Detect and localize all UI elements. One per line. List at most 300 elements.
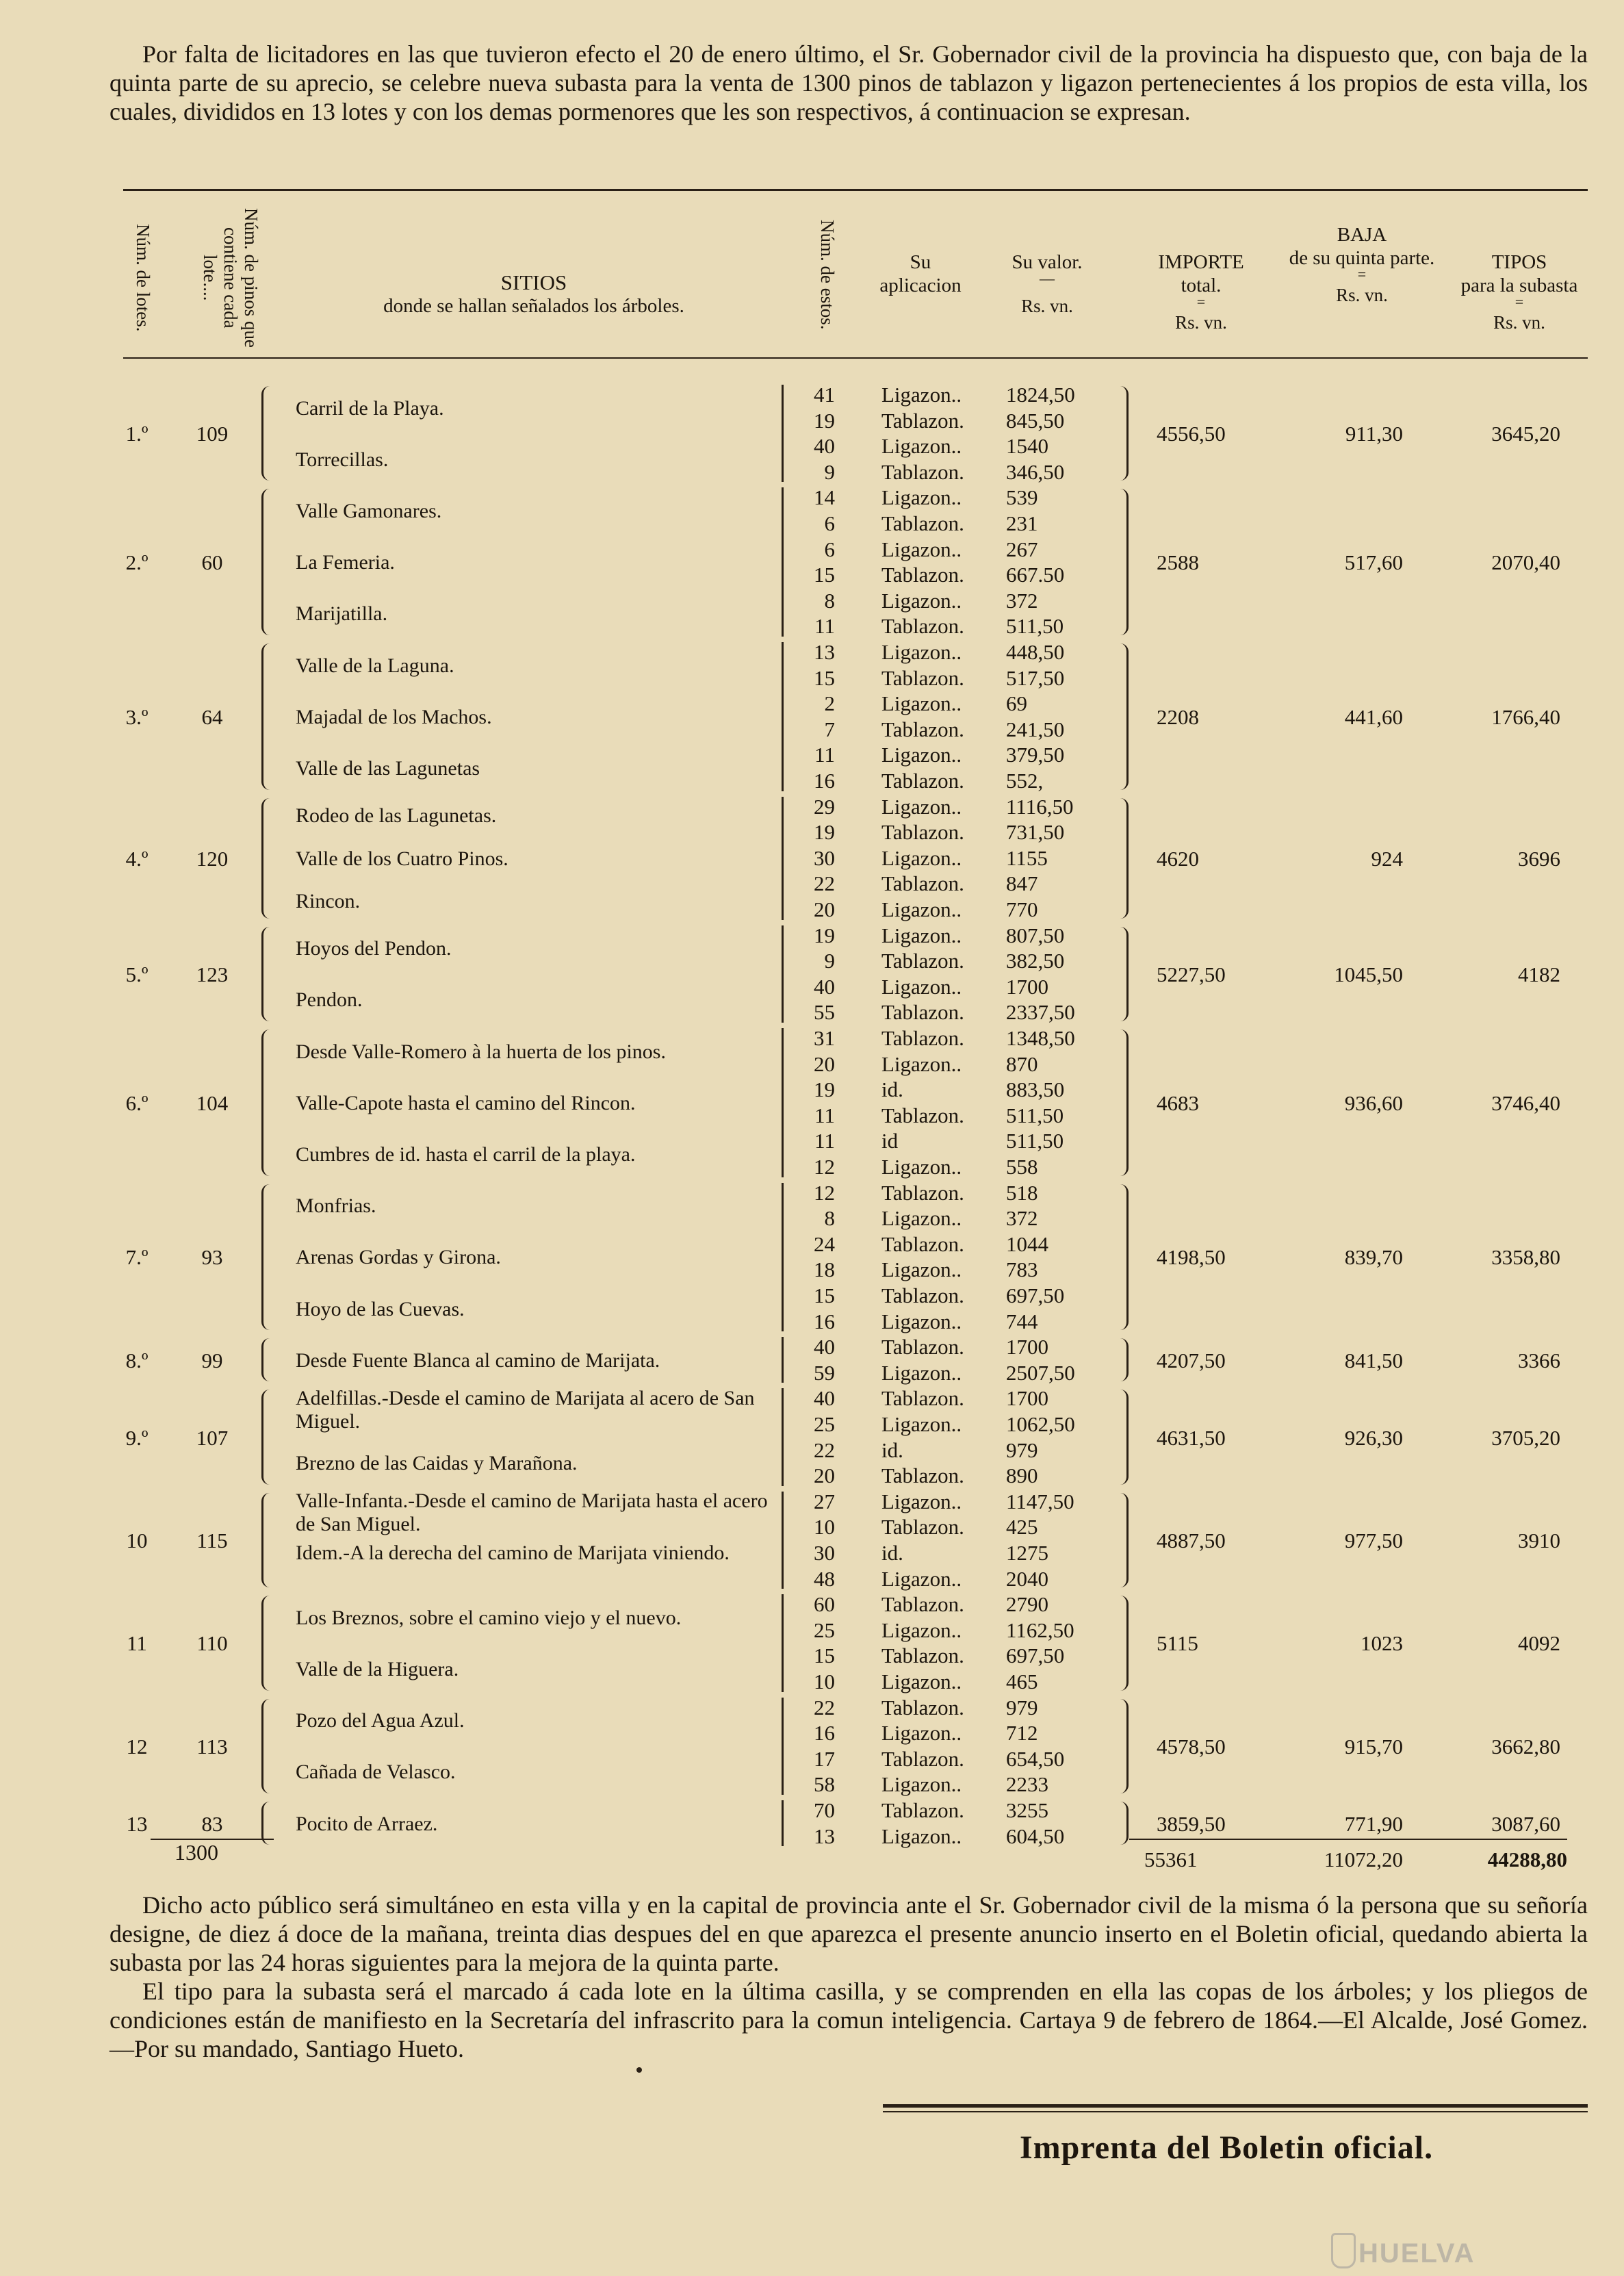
item-application: Tablazon. xyxy=(881,1103,964,1127)
header-tipos-title: TIPOS xyxy=(1491,251,1547,273)
item-count: 58 xyxy=(814,1772,835,1797)
item-value: 1147,50 xyxy=(1006,1489,1074,1513)
item-count: 19 xyxy=(814,820,835,845)
column-separator xyxy=(782,1028,784,1177)
item-count: 10 xyxy=(814,1669,835,1693)
lot-pine-count: 93 xyxy=(201,1245,223,1270)
lot-tipo: 2070,40 xyxy=(1491,550,1560,575)
item-count: 15 xyxy=(814,665,835,690)
item-count: 19 xyxy=(814,1077,835,1102)
footer-rule-thin xyxy=(883,2111,1588,2112)
item-count: 41 xyxy=(814,383,835,407)
lot-tipo: 3705,20 xyxy=(1491,1425,1560,1450)
item-count: 40 xyxy=(814,974,835,999)
lot-importe: 4620 xyxy=(1157,846,1199,871)
item-value: 2337,50 xyxy=(1006,1000,1075,1025)
item-value: 2040 xyxy=(1006,1566,1048,1591)
item-count: 14 xyxy=(814,485,835,510)
item-count: 70 xyxy=(814,1798,835,1822)
item-count: 30 xyxy=(814,1540,835,1565)
lot-tipo: 1766,40 xyxy=(1491,704,1560,729)
item-count: 16 xyxy=(814,769,835,793)
header-tipos-units: Rs. vn. xyxy=(1493,312,1545,333)
item-value: 2507,50 xyxy=(1006,1360,1075,1385)
lot-tipo: 3662,80 xyxy=(1491,1734,1560,1759)
header-importe: IMPORTE total. = Rs. vn. xyxy=(1136,251,1266,334)
item-application: Ligazon.. xyxy=(881,845,962,870)
item-value: 425 xyxy=(1006,1515,1038,1539)
sitio-name: Torrecillas. xyxy=(296,448,389,471)
lot-pine-count: 99 xyxy=(201,1348,223,1372)
lot-pine-count: 109 xyxy=(196,422,229,446)
sitio-name: Valle de las Lagunetas xyxy=(296,757,480,780)
imprint-title: Imprenta del Boletin oficial. xyxy=(1020,2130,1434,2166)
item-count: 20 xyxy=(814,897,835,921)
lot-importe: 5115 xyxy=(1157,1631,1198,1656)
lot-importe: 2588 xyxy=(1157,550,1199,575)
sitio-name: Los Breznos, sobre el camino viejo y el nuevo. xyxy=(296,1606,682,1629)
item-value: 1162,50 xyxy=(1006,1618,1074,1642)
item-count: 6 xyxy=(824,511,835,535)
item-count: 40 xyxy=(814,1335,835,1359)
lot-number: 10 xyxy=(126,1528,148,1552)
item-value: 511,50 xyxy=(1006,614,1064,639)
sitio-name: Carril de la Playa. xyxy=(296,396,444,420)
values-brace xyxy=(1116,643,1129,790)
item-application: Ligazon.. xyxy=(881,1360,962,1385)
lot-row xyxy=(0,1798,1624,1849)
lot-tipo: 3746,40 xyxy=(1491,1090,1560,1115)
header-estos: Núm. de estos. xyxy=(817,219,838,330)
lot-number: 11 xyxy=(127,1631,147,1656)
lot-importe: 5227,50 xyxy=(1157,962,1226,986)
table-header-rule xyxy=(123,357,1588,359)
column-separator xyxy=(782,1183,784,1332)
item-application: Tablazon. xyxy=(881,614,964,639)
values-brace xyxy=(1116,798,1129,919)
sitio-name: Rodeo de las Lagunetas. xyxy=(296,804,497,827)
lot-importe: 4578,50 xyxy=(1157,1734,1226,1759)
item-count: 15 xyxy=(814,1283,835,1307)
item-application: Ligazon.. xyxy=(881,1618,962,1642)
sitio-name: Valle-Infanta.-Desde el camino de Marijata hasta el acero de San Miguel. xyxy=(296,1489,768,1536)
item-application: Ligazon.. xyxy=(881,1566,962,1591)
lot-number: 7.º xyxy=(125,1245,149,1270)
item-value: 517,50 xyxy=(1006,665,1065,690)
sitio-name: La Femeria. xyxy=(296,551,395,574)
lot-baja: 936,60 xyxy=(1344,1090,1403,1115)
item-application: Tablazon. xyxy=(881,1026,964,1050)
total-baja: 11072,20 xyxy=(1324,1847,1403,1871)
lot-baja: 1045,50 xyxy=(1334,962,1403,986)
sitios-brace xyxy=(261,1184,274,1331)
item-count: 60 xyxy=(814,1592,835,1617)
item-count: 48 xyxy=(814,1566,835,1591)
header-sitios-sub: donde se hallan señalados los árboles. xyxy=(383,295,684,317)
item-value: 1700 xyxy=(1006,1335,1048,1359)
values-brace xyxy=(1116,386,1129,481)
item-count: 25 xyxy=(814,1618,835,1642)
lot-baja: 911,30 xyxy=(1345,422,1403,446)
lot-importe: 4631,50 xyxy=(1157,1425,1226,1450)
item-value: 1275 xyxy=(1006,1540,1048,1565)
sitio-name: Majadal de los Machos. xyxy=(296,705,492,728)
item-count: 15 xyxy=(814,563,835,587)
item-application: Ligazon.. xyxy=(881,640,962,664)
item-count: 9 xyxy=(824,949,835,973)
item-value: 1155 xyxy=(1006,845,1048,870)
item-value: 465 xyxy=(1006,1669,1038,1693)
header-importe-units: Rs. vn. xyxy=(1175,312,1227,333)
column-separator xyxy=(782,1337,784,1383)
sitio-name: Pocito de Arraez. xyxy=(296,1812,438,1835)
item-count: 20 xyxy=(814,1051,835,1076)
lot-importe: 4198,50 xyxy=(1157,1245,1226,1270)
sitios-brace xyxy=(261,1338,274,1381)
lot-tipo: 4182 xyxy=(1518,962,1560,986)
sitio-name: Cumbres de id. hasta el carril de la playa. xyxy=(296,1143,636,1166)
sitio-name: Marijatilla. xyxy=(296,602,388,626)
watermark-seal-icon xyxy=(1331,2233,1356,2268)
lot-pine-count: 104 xyxy=(196,1090,229,1115)
item-application: Ligazon.. xyxy=(881,1489,962,1513)
item-value: 241,50 xyxy=(1006,717,1065,741)
lot-pine-count: 110 xyxy=(196,1631,228,1656)
header-aplicacion: Su aplicacion xyxy=(879,251,962,296)
item-value: 1116,50 xyxy=(1006,794,1074,819)
item-application: Tablazon. xyxy=(881,1000,964,1025)
table-top-rule xyxy=(123,189,1588,191)
values-brace xyxy=(1116,489,1129,635)
item-value: 448,50 xyxy=(1006,640,1065,664)
item-value: 539 xyxy=(1006,485,1038,510)
column-separator xyxy=(782,487,784,637)
item-value: 1540 xyxy=(1006,434,1048,459)
item-application: Tablazon. xyxy=(881,769,964,793)
item-count: 13 xyxy=(814,1824,835,1848)
item-value: 2233 xyxy=(1006,1772,1048,1797)
lot-row xyxy=(0,1489,1624,1591)
item-count: 22 xyxy=(814,871,835,896)
sitios-brace xyxy=(261,1030,274,1176)
lot-number: 13 xyxy=(126,1811,148,1836)
lot-pine-count: 107 xyxy=(196,1425,229,1450)
sitio-name: Hoyo de las Cuevas. xyxy=(296,1297,465,1320)
header-valor-title: Su valor. xyxy=(1011,251,1083,273)
item-value: 267 xyxy=(1006,537,1038,561)
item-count: 27 xyxy=(814,1489,835,1513)
item-count: 10 xyxy=(814,1515,835,1539)
item-value: 870 xyxy=(1006,1051,1038,1076)
item-count: 25 xyxy=(814,1411,835,1436)
item-value: 783 xyxy=(1006,1257,1038,1282)
item-application: Tablazon. xyxy=(881,408,964,433)
header-importe-title: IMPORTE xyxy=(1158,251,1244,273)
lot-baja: 926,30 xyxy=(1344,1425,1403,1450)
item-application: Ligazon.. xyxy=(881,897,962,921)
header-pinos: Núm. de pinos que contiene cada lote.... xyxy=(200,208,261,348)
lot-baja: 977,50 xyxy=(1344,1528,1403,1552)
header-sitios-title: SITIOS xyxy=(500,270,567,294)
sitios-brace xyxy=(261,386,274,481)
item-value: 847 xyxy=(1006,871,1038,896)
lot-baja: 1023 xyxy=(1361,1631,1403,1656)
lot-baja: 771,90 xyxy=(1344,1811,1403,1836)
item-value: 2790 xyxy=(1006,1592,1048,1617)
lot-number: 2.º xyxy=(125,550,149,575)
lot-row xyxy=(0,382,1624,485)
values-brace xyxy=(1116,1493,1129,1587)
sitio-name: Valle-Capote hasta el camino del Rincon. xyxy=(296,1091,636,1114)
footer-rule-thick xyxy=(883,2104,1588,2108)
item-application: Tablazon. xyxy=(881,1463,964,1488)
item-value: 845,50 xyxy=(1006,408,1065,433)
lot-row xyxy=(0,485,1624,639)
values-brace xyxy=(1116,1699,1129,1793)
item-application: Tablazon. xyxy=(881,1644,964,1668)
item-count: 11 xyxy=(814,1103,835,1127)
sitios-brace xyxy=(261,489,274,635)
item-count: 13 xyxy=(814,640,835,664)
sitio-name: Hoyos del Pendon. xyxy=(296,937,452,960)
column-separator xyxy=(782,1800,784,1846)
values-brace xyxy=(1116,1802,1129,1845)
item-value: 890 xyxy=(1006,1463,1038,1488)
item-value: 231 xyxy=(1006,511,1038,535)
column-separator xyxy=(782,1698,784,1795)
item-count: 15 xyxy=(814,1644,835,1668)
sitios-brace xyxy=(261,927,274,1021)
item-value: 511,50 xyxy=(1006,1129,1064,1153)
item-application: Ligazon.. xyxy=(881,691,962,716)
lot-tipo: 3366 xyxy=(1518,1348,1560,1372)
item-application: Tablazon. xyxy=(881,1695,964,1719)
item-value: 712 xyxy=(1006,1721,1038,1746)
lot-tipo: 3910 xyxy=(1518,1528,1560,1552)
item-count: 59 xyxy=(814,1360,835,1385)
item-count: 30 xyxy=(814,845,835,870)
lot-importe: 4556,50 xyxy=(1157,422,1226,446)
item-application: Ligazon.. xyxy=(881,974,962,999)
header-importe-sub: total. xyxy=(1181,274,1222,296)
header-sitios xyxy=(274,271,794,318)
item-application: Tablazon. xyxy=(881,511,964,535)
item-value: 883,50 xyxy=(1006,1077,1065,1102)
values-brace xyxy=(1116,1338,1129,1381)
lot-number: 1.º xyxy=(125,422,149,446)
sitio-name: Idem.-A la derecha del camino de Marijata viniendo. xyxy=(296,1541,730,1564)
item-value: 770 xyxy=(1006,897,1038,921)
header-tipos-sub: para la subasta xyxy=(1460,274,1578,296)
item-value: 1044 xyxy=(1006,1231,1048,1256)
item-value: 558 xyxy=(1006,1155,1038,1179)
lot-baja: 924 xyxy=(1371,846,1403,871)
column-separator xyxy=(782,1594,784,1691)
item-value: 979 xyxy=(1006,1437,1038,1462)
lot-row xyxy=(0,1334,1624,1385)
item-value: 731,50 xyxy=(1006,820,1065,845)
header-baja-units: Rs. vn. xyxy=(1336,285,1388,305)
item-value: 1824,50 xyxy=(1006,383,1075,407)
lot-row xyxy=(0,1591,1624,1694)
item-application: Tablazon. xyxy=(881,1798,964,1822)
item-count: 6 xyxy=(824,537,835,561)
lot-baja: 841,50 xyxy=(1344,1348,1403,1372)
item-count: 20 xyxy=(814,1463,835,1488)
item-count: 55 xyxy=(814,1000,835,1025)
column-separator xyxy=(782,925,784,1023)
lot-row xyxy=(0,1695,1624,1798)
item-application: Tablazon. xyxy=(881,665,964,690)
item-application: Ligazon.. xyxy=(881,794,962,819)
lot-pine-count: 83 xyxy=(201,1811,223,1836)
header-tipos: TIPOS para la subasta = Rs. vn. xyxy=(1444,251,1595,334)
values-brace xyxy=(1116,1596,1129,1690)
lot-tipo: 3087,60 xyxy=(1491,1811,1560,1836)
lot-row xyxy=(0,639,1624,794)
lot-row xyxy=(0,1385,1624,1488)
sitio-name: Desde Fuente Blanca al camino de Marijata. xyxy=(296,1348,660,1372)
item-count: 22 xyxy=(814,1437,835,1462)
item-application: id. xyxy=(881,1437,903,1462)
lot-baja: 839,70 xyxy=(1344,1245,1403,1270)
item-count: 11 xyxy=(814,614,835,639)
lot-importe: 4887,50 xyxy=(1157,1528,1226,1552)
item-application: Ligazon.. xyxy=(881,1772,962,1797)
header-valor-units: Rs. vn. xyxy=(1021,296,1073,316)
closing-paragraph-2: El tipo para la subasta será el marcado á cada lote en la última casilla, y se comprenden en ella las copas de los árboles; y los pliegos de condiciones están de manifiesto en la Secretaría del infrascrito para la comun inteligencia. Cartaya 9 de febrero de 1864.—El Alcalde, José Gomez.—Por su mandado, Santiago Hueto. xyxy=(109,1978,1588,2062)
values-brace xyxy=(1116,1184,1129,1331)
item-count: 12 xyxy=(814,1155,835,1179)
sitios-brace xyxy=(261,798,274,919)
sitios-brace xyxy=(261,643,274,790)
lot-pine-count: 113 xyxy=(196,1734,228,1759)
lot-importe: 3859,50 xyxy=(1157,1811,1226,1836)
item-application: Tablazon. xyxy=(881,1231,964,1256)
sitio-name: Arenas Gordas y Girona. xyxy=(296,1246,501,1269)
item-application: Ligazon.. xyxy=(881,743,962,767)
item-count: 22 xyxy=(814,1695,835,1719)
lot-importe: 4683 xyxy=(1157,1090,1199,1115)
lot-number: 8.º xyxy=(125,1348,149,1372)
item-value: 552, xyxy=(1006,769,1044,793)
item-application: Tablazon. xyxy=(881,820,964,845)
item-value: 744 xyxy=(1006,1309,1038,1333)
item-application: Tablazon. xyxy=(881,1386,964,1411)
column-separator xyxy=(782,797,784,920)
totals-rule xyxy=(1129,1839,1567,1840)
lot-number: 9.º xyxy=(125,1425,149,1450)
ornament-dot xyxy=(636,2067,642,2073)
item-value: 518 xyxy=(1006,1180,1038,1205)
item-value: 379,50 xyxy=(1006,743,1065,767)
item-value: 346,50 xyxy=(1006,459,1065,484)
item-value: 979 xyxy=(1006,1695,1038,1719)
item-value: 382,50 xyxy=(1006,949,1065,973)
total-importe: 55361 xyxy=(1144,1847,1198,1871)
sitios-brace xyxy=(261,1699,274,1793)
item-count: 19 xyxy=(814,408,835,433)
item-application: Tablazon. xyxy=(881,1515,964,1539)
item-application: Tablazon. xyxy=(881,563,964,587)
item-value: 511,50 xyxy=(1006,1103,1064,1127)
header-baja-title: BAJA xyxy=(1337,224,1387,246)
item-count: 16 xyxy=(814,1721,835,1746)
lot-row xyxy=(0,1180,1624,1335)
item-value: 697,50 xyxy=(1006,1644,1065,1668)
item-application: Tablazon. xyxy=(881,1746,964,1771)
item-application: Tablazon. xyxy=(881,1180,964,1205)
item-count: 18 xyxy=(814,1257,835,1282)
item-count: 9 xyxy=(824,459,835,484)
header-lotes: Núm. de lotes. xyxy=(133,224,153,332)
item-application: Ligazon.. xyxy=(881,1257,962,1282)
watermark-text: HUELVA xyxy=(1358,2238,1475,2268)
column-separator xyxy=(782,385,784,482)
lot-pine-count: 123 xyxy=(196,962,229,986)
item-application: id. xyxy=(881,1077,903,1102)
item-value: 654,50 xyxy=(1006,1746,1065,1771)
item-application: Tablazon. xyxy=(881,1592,964,1617)
total-tipo: 44288,80 xyxy=(1487,1847,1567,1871)
item-application: Ligazon.. xyxy=(881,434,962,459)
item-value: 1700 xyxy=(1006,974,1048,999)
item-application: Ligazon.. xyxy=(881,1411,962,1436)
item-count: 8 xyxy=(824,588,835,613)
values-brace xyxy=(1116,1390,1129,1484)
item-value: 1062,50 xyxy=(1006,1411,1075,1436)
item-application: Ligazon.. xyxy=(881,1824,962,1848)
lot-pine-count: 115 xyxy=(196,1528,228,1552)
item-value: 807,50 xyxy=(1006,923,1065,947)
item-application: id. xyxy=(881,1540,903,1565)
sitio-name: Adelfillas.-Desde el camino de Marijata al acero de San Miguel. xyxy=(296,1386,755,1433)
item-application: Ligazon.. xyxy=(881,1309,962,1333)
sitio-name: Desde Valle-Romero à la huerta de los pinos. xyxy=(296,1040,666,1063)
item-application: Tablazon. xyxy=(881,871,964,896)
item-count: 8 xyxy=(824,1206,835,1231)
column-separator xyxy=(782,1388,784,1485)
item-count: 2 xyxy=(824,691,835,716)
lot-number: 5.º xyxy=(125,962,149,986)
item-application: Tablazon. xyxy=(881,949,964,973)
item-application: Ligazon.. xyxy=(881,1051,962,1076)
item-application: Ligazon.. xyxy=(881,1721,962,1746)
item-application: Ligazon.. xyxy=(881,485,962,510)
lot-number: 6.º xyxy=(125,1090,149,1115)
lot-importe: 4207,50 xyxy=(1157,1348,1226,1372)
lot-pine-count: 60 xyxy=(201,550,223,575)
item-application: Ligazon.. xyxy=(881,1155,962,1179)
item-value: 604,50 xyxy=(1006,1824,1065,1848)
item-count: 7 xyxy=(824,717,835,741)
header-baja-sub: de su quinta parte. xyxy=(1289,247,1435,269)
item-application: Ligazon.. xyxy=(881,588,962,613)
lot-number: 12 xyxy=(126,1734,148,1759)
item-value: 3255 xyxy=(1006,1798,1048,1822)
item-count: 17 xyxy=(814,1746,835,1771)
column-separator xyxy=(782,642,784,791)
values-brace xyxy=(1116,1030,1129,1176)
lot-number: 4.º xyxy=(125,846,149,871)
sitio-name: Monfrias. xyxy=(296,1194,376,1218)
lot-tipo: 3358,80 xyxy=(1491,1245,1560,1270)
lot-pine-count: 64 xyxy=(201,704,223,729)
item-count: 40 xyxy=(814,1386,835,1411)
closing-paragraph-1: Dicho acto público será simultáneo en esta villa y en la capital de provincia ante el Sr. Gobernador civil de la misma ó la persona que su señoría designe, de diez á doce de la mañana, treinta dias despues del en que aparezca el presente anuncio inserto en el Boletin oficial, quedando abierta la subasta por las 24 horas siguientes para la mejora de la quinta parte. xyxy=(109,1891,1588,1976)
lot-row xyxy=(0,923,1624,1025)
lot-tipo: 3696 xyxy=(1518,846,1560,871)
